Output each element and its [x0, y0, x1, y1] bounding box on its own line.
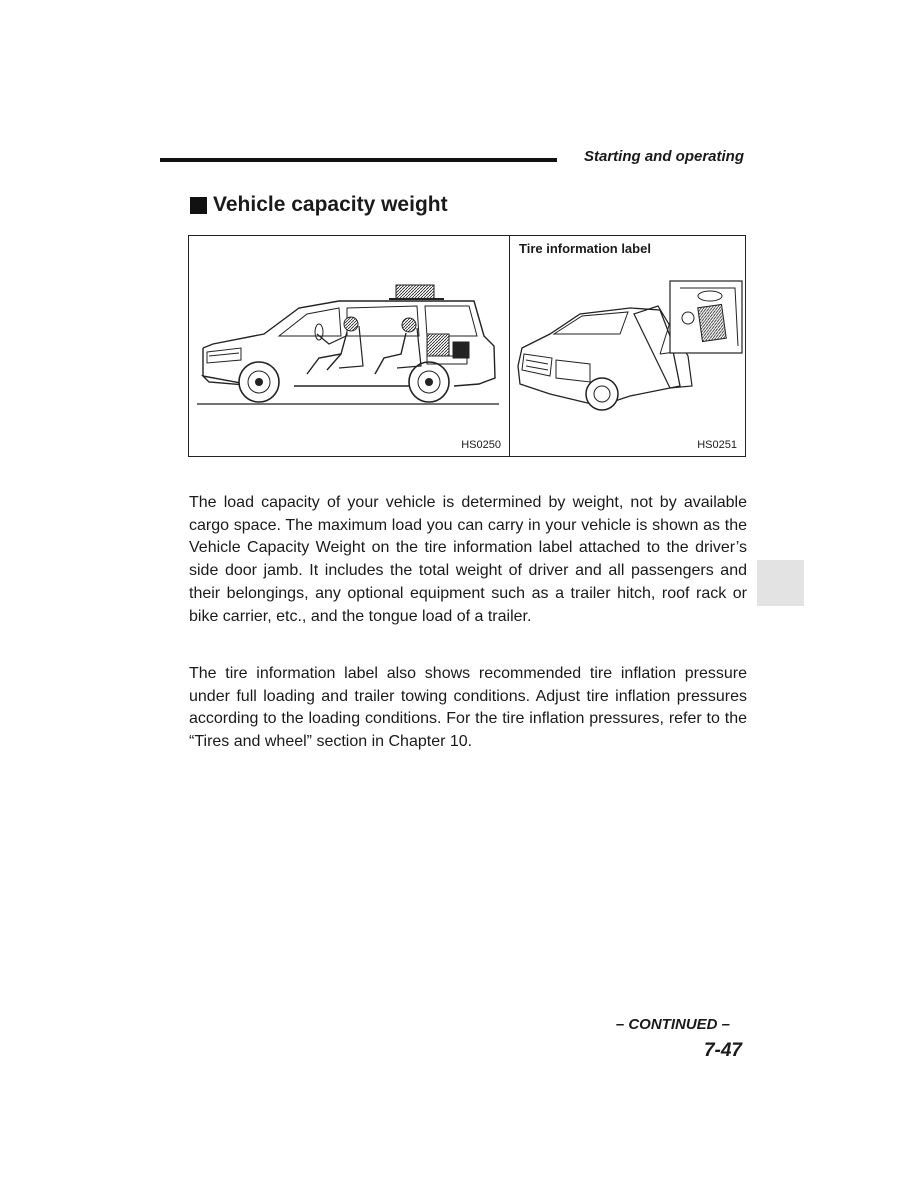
running-header: Starting and operating [583, 148, 744, 165]
figure-tire-label-location [509, 235, 746, 457]
heading-square-icon [190, 197, 207, 214]
section-heading [190, 193, 448, 217]
figure-vehicle-side-view [188, 235, 510, 457]
header-rule [160, 158, 557, 162]
vehicle-side-illustration [189, 236, 509, 456]
figure-code: HS0251 [697, 439, 737, 451]
chapter-thumb-tab [757, 560, 804, 606]
continued-label: – CONTINUED – [615, 1016, 730, 1033]
figure-title: Tire information label [519, 241, 651, 256]
door-jamb-illustration [510, 236, 745, 456]
section-heading-text: Vehicle capacity weight [213, 193, 448, 216]
body-paragraph: The tire information label also shows recommended tire inflation pressure under full loading and trailer towing conditions. Adjust tire inflation pressures according to the loading conditions. For the tire inflation pressures, refer to the “Tires and wheel” section in Chapter 10. [189, 665, 747, 751]
body-paragraph: The load capacity of your vehicle is determined by weight, not by available cargo space. The maximum load you can carry in your vehicle is shown as the Vehicle Capacity Weight on the tire information label attached to the driver’s side door jamb. It includes the total weight of driver and all passengers and their belongings, any optional equipment such as a trailer hitch, roof rack or bike carrier, etc., and the tongue load of a trailer. [189, 494, 747, 625]
page-number: 7-47 [703, 1040, 742, 1061]
figure-code: HS0250 [461, 439, 501, 451]
